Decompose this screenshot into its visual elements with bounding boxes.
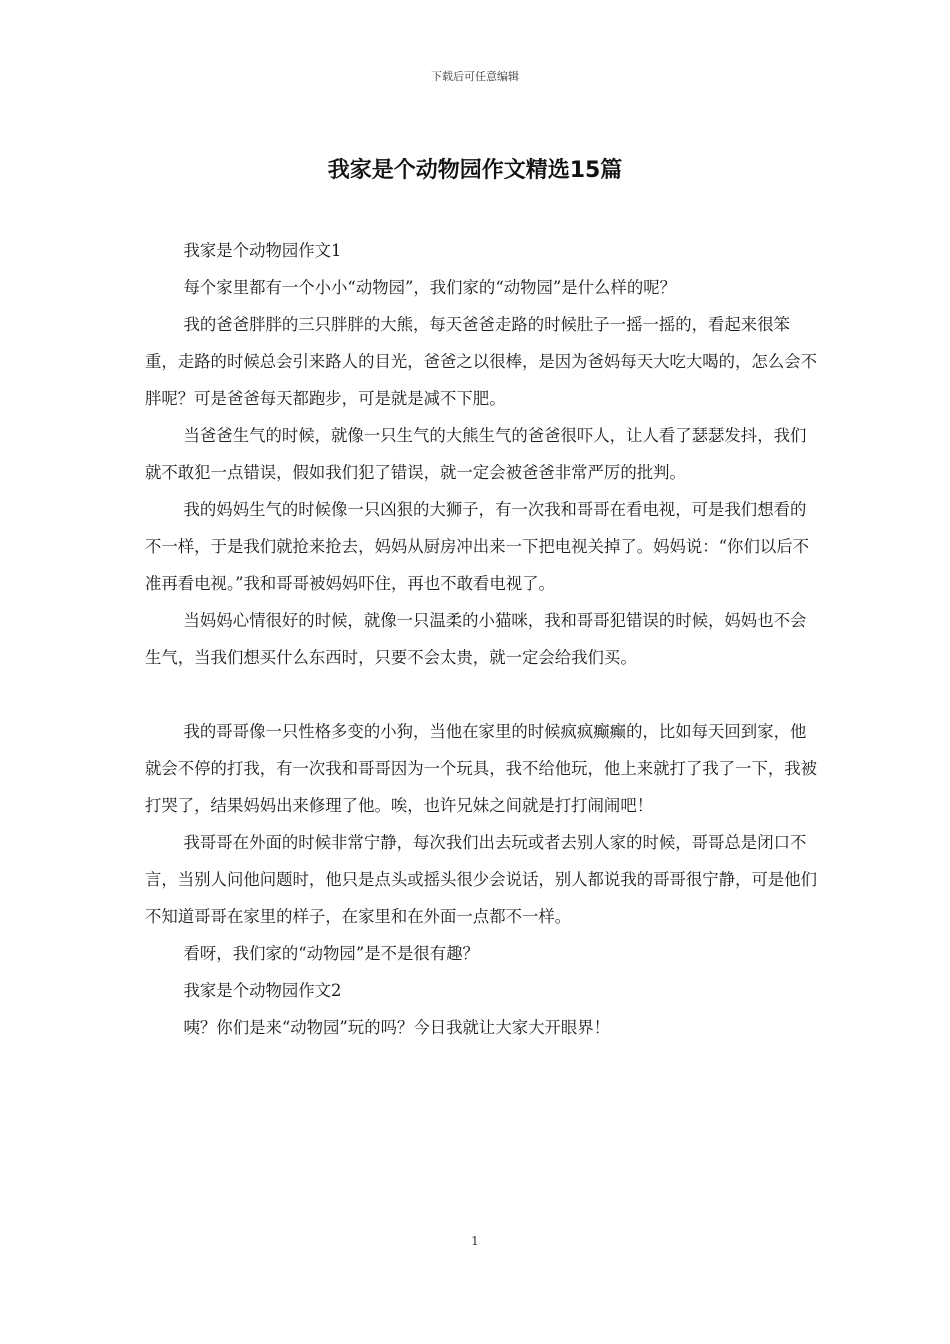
document-body — [145, 232, 820, 1046]
section-heading: 我家是个动物园作文1 — [183, 241, 342, 260]
paragraph: 我的爸爸胖胖的三只胖胖的大熊，每天爸爸走路的时候肚子一摇一摇的，看起来很笨重，走路的时候总会引来路人的目光，爸爸之以很棒，是因为爸妈每天大吃大喝的，怎么会不胖呢？可是爸爸每天都跑步，可是就是减不下肥。 — [145, 315, 818, 408]
page-number: 1 — [471, 1234, 479, 1248]
section-heading: 我家是个动物园作文2 — [183, 981, 342, 1000]
paragraph: 我的哥哥像一只性格多变的小狗，当他在家里的时候疯疯癫癫的，比如每天回到家，他就会不停的打我，有一次我和哥哥因为一个玩具，我不给他玩，他上来就打了我了一下，我被打哭了，结果妈妈出来修理了他。唉，也许兄妹之间就是打打闹闹吧！ — [145, 722, 818, 815]
header-note: 下载后可任意编辑 — [431, 70, 519, 83]
paragraph: 当妈妈心情很好的时候，就像一只温柔的小猫咪，我和哥哥犯错误的时候，妈妈也不会生气，当我们想买什么东西时，只要不会太贵，就一定会给我们买。 — [145, 611, 807, 667]
paragraph: 每个家里都有一个小小“动物园”，我们家的“动物园”是什么样的呢？ — [183, 278, 676, 297]
paragraph: 咦？你们是来“动物园”玩的吗？今日我就让大家大开眼界！ — [183, 1018, 611, 1037]
paragraph: 我的妈妈生气的时候像一只凶狠的大狮子，有一次我和哥哥在看电视，可是我们想看的不一样，于是我们就抢来抢去，妈妈从厨房冲出来一下把电视关掉了。妈妈说：“你们以后不准再看电视。”我和哥哥被妈妈吓住，再也不敢看电视了。 — [145, 500, 810, 593]
paragraph: 看呀，我们家的“动物园”是不是很有趣？ — [183, 944, 479, 963]
paragraph: 我哥哥在外面的时候非常宁静，每次我们出去玩或者去别人家的时候，哥哥总是闭口不言，当别人问他问题时，他只是点头或摇头很少会说话，别人都说我的哥哥很宁静，可是他们不知道哥哥在家里的样子，在家里和在外面一点都不一样。 — [145, 833, 818, 926]
document-title: 我家是个动物园作文精选15篇 — [327, 158, 623, 183]
paragraph: 当爸爸生气的时候，就像一只生气的大熊生气的爸爸很吓人，让人看了瑟瑟发抖，我们就不敢犯一点错误，假如我们犯了错误，就一定会被爸爸非常严厉的批判。 — [145, 426, 807, 482]
